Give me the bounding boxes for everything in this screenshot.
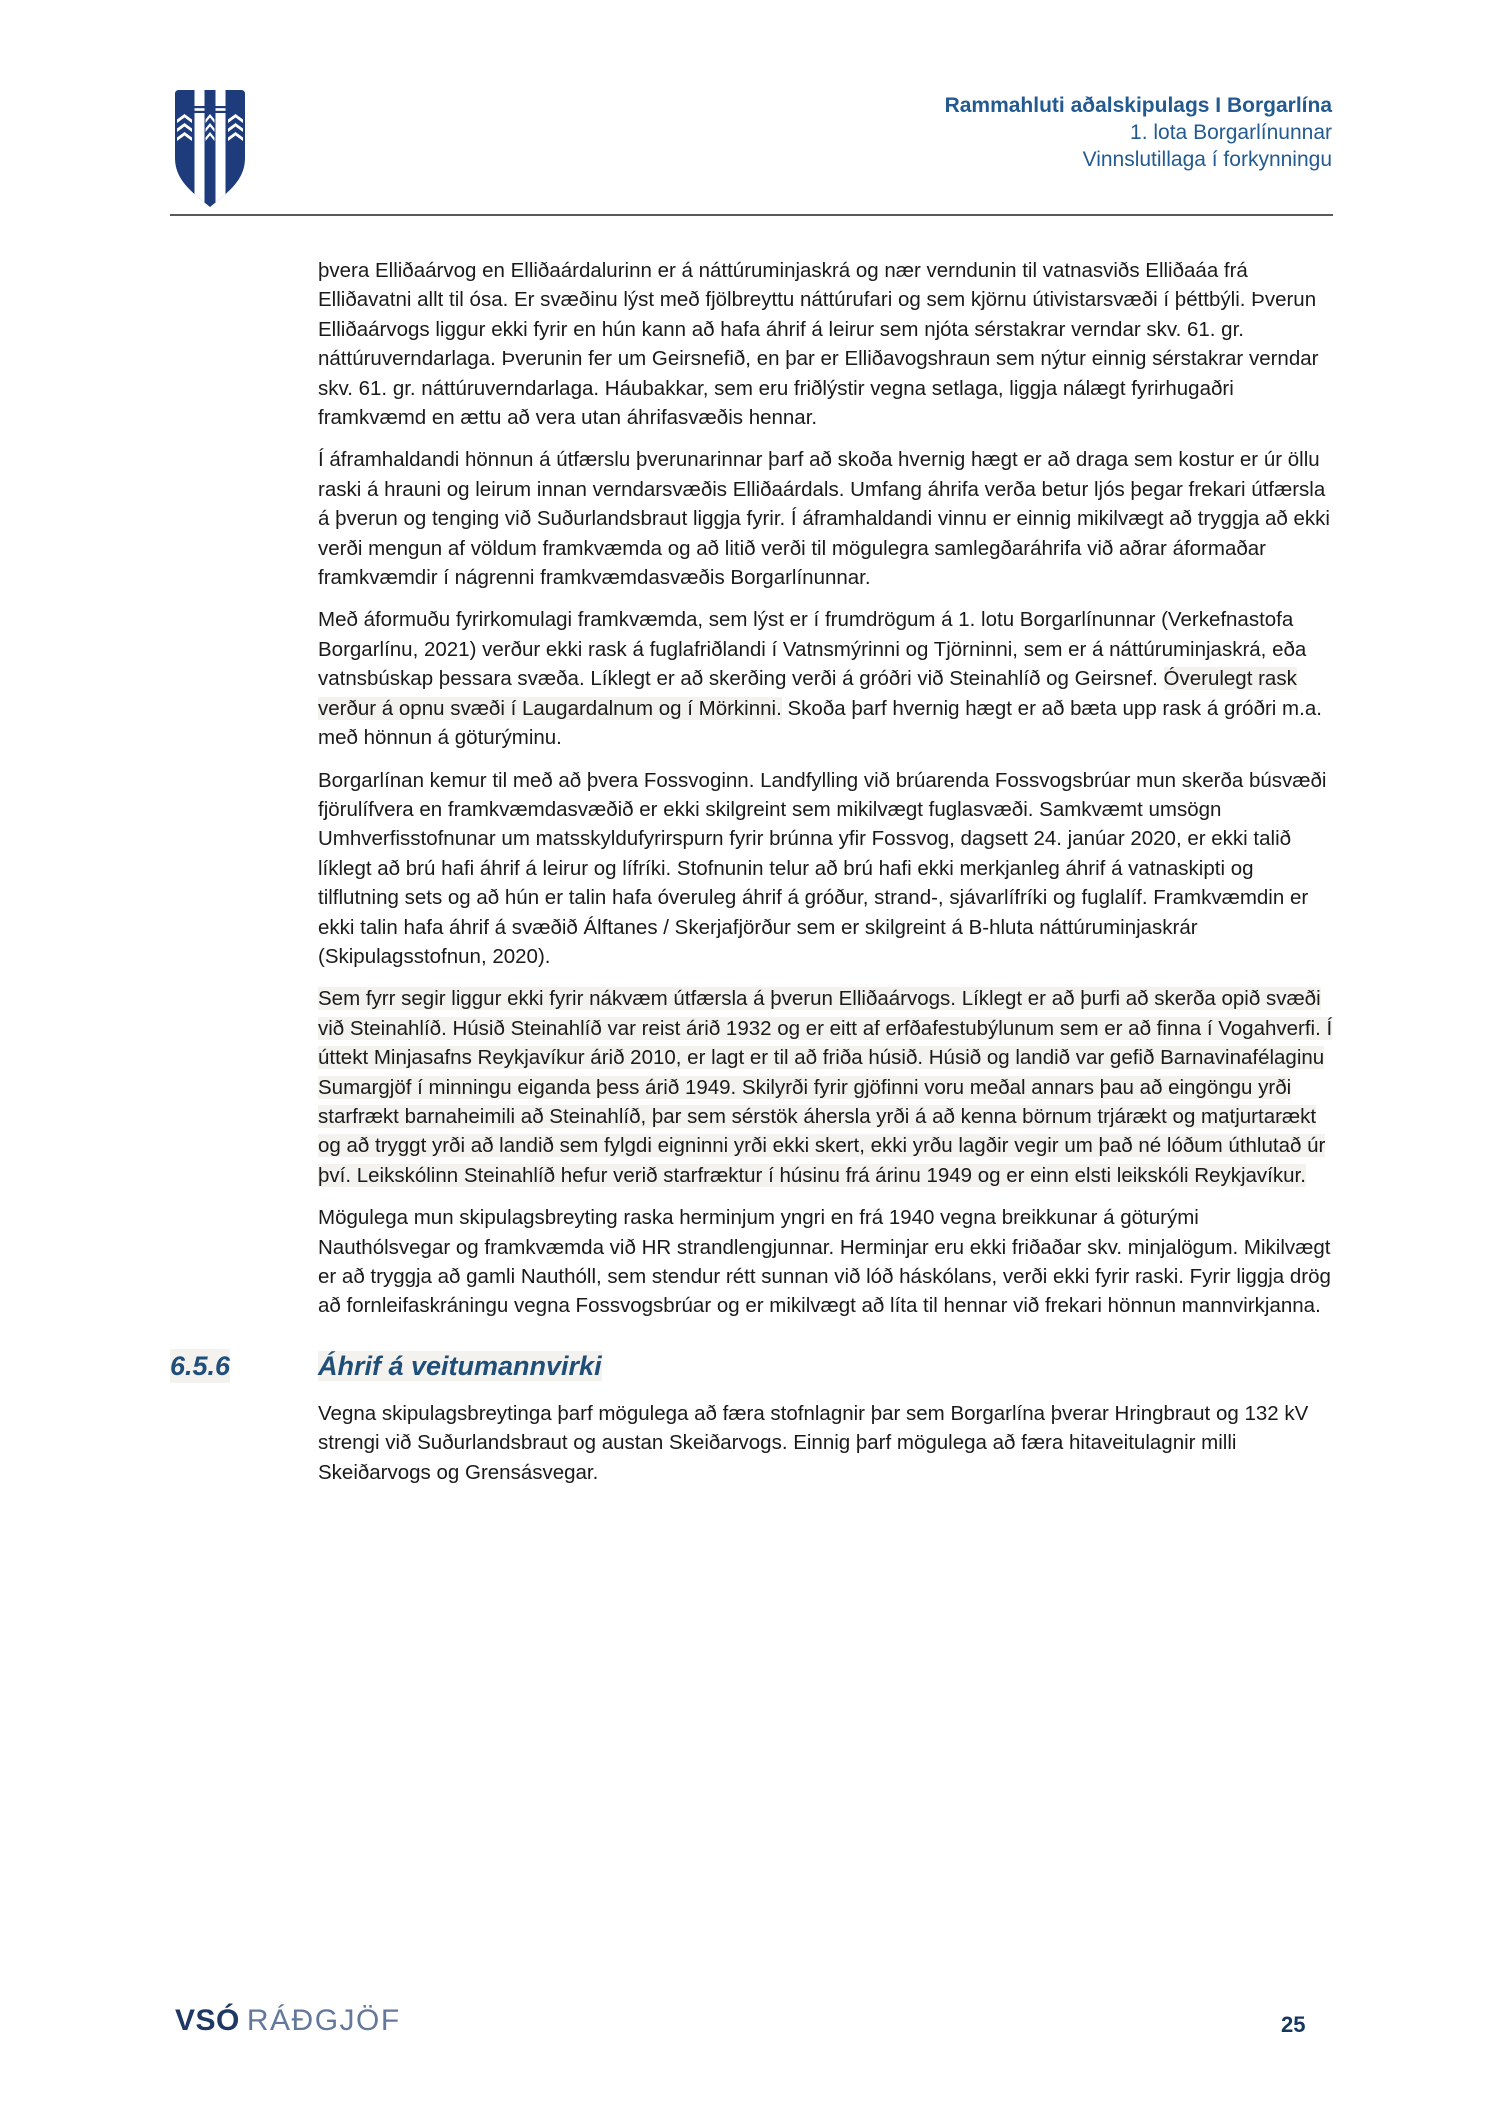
paragraph: [318, 445, 1335, 592]
highlighted-text: Sem fyrr segir liggur ekki fyrir nákvæm útfærsla á þverun Elliðaárvogs. Líklegt er að þurfi að skerða opið svæði við Steinahlíð. Húsið Steinahlíð var reist árið 1932 og er eitt af erfðafestubýlunum sem er að finna í Vogahverfi. Í úttekt Minjasafns Reykjavíkur árið 2010, er lagt er til að friða húsið. Húsið og landið var gefið Barnavinafélaginu Sumargjöf í minningu eiganda þess árið 1949. Skilyrði fyrir gjöfinni voru meðal annars þau að eingöngu yrði starfrækt barnaheimili að Steinahlíð, þar sem sérstök áhersla yrði á að kenna börnum trjárækt og matjurtarækt og að tryggt yrði að landið sem fylgdi eigninni yrði ekki skert, ekki yrðu lagðir vegir um það né lóðum úthlutað úr því. Leikskólinn Steinahlíð hefur verið starfræktur í húsinu frá árinu 1949 og er einn elsti leikskóli Reykjavíkur.: [318, 987, 1333, 1187]
page-number: 25: [1281, 2012, 1306, 2037]
paragraph-text: Með áformuðu fyrirkomulagi framkvæmda, sem lýst er í frumdrögum á 1. lotu Borgarlínunnar (Verkefnastofa Borgarlínu, 2021) verður ekki rask á fuglafriðlandi í Vatnsmýrinni og Tjörninni, sem er á náttúruminjaskrá, eða vatnsbúskap þessara svæða. Líklegt er að skerðing verði á gróðri við Steinahlíð og Geirsnef.: [318, 608, 1307, 691]
brand-vso: VSÓ: [175, 2004, 240, 2037]
brand-radgjof: RÁÐGJÖF: [246, 2004, 401, 2037]
section-number: 6.5.6: [170, 1350, 231, 1381]
paragraph: [318, 1203, 1335, 1321]
paragraph-text: þvera Elliðaárvog en Elliðaárdalurinn er á náttúruminjaskrá og nær verndunin til vatnasviðs Elliðaáa frá Elliðavatni allt til ósa. Er svæðinu lýst með fjölbreyttu náttúrufari og sem kjörnu útivistarsvæði í þéttbýli. Þverun Elliðaárvogs liggur ekki fyrir en hún kann að hafa áhrif á leirur sem njóta sérstakrar verndar skv. 61. gr. náttúruverndarlaga. Þverunin fer um Geirsnefið, en þar er Elliðavogshraun sem nýtur einnig sérstakrar verndar skv. 61. gr. náttúruverndarlaga. Háubakkar, sem eru friðlýstir vegna setlaga, liggja nálægt fyrirhugaðri framkvæmd en ættu að vera utan áhrifasvæðis hennar.: [318, 259, 1319, 430]
paragraph: [318, 984, 1335, 1190]
paragraph: [318, 1399, 1335, 1487]
paragraph-text: Í áframhaldandi hönnun á útfærslu þverunarinnar þarf að skoða hvernig hægt er að draga sem kostur er úr öllu raski á hrauni og leirum innan verndarsvæðis Elliðaárdals. Umfang áhrifa verða betur ljós þegar frekari útfærsla á þverun og tenging við Suðurlandsbraut liggja fyrir. Í áframhaldandi vinnu er einnig mikilvægt að tryggja að ekki verði mengun af völdum framkvæmda og að litið verði til mögulegra samlegðaráhrifa við aðrar áformaðar framkvæmdir í nágrenni framkvæmdasvæðis Borgarlínunnar.: [318, 448, 1330, 590]
header-subtitle-2: Vinnslutillaga í forkynningu: [1082, 148, 1332, 171]
paragraph-text: Skoða þarf hvernig hægt er að bæta upp rask á gróðri m.a. með hönnun á göturýminu.: [318, 696, 1322, 750]
footer-brand: [175, 2004, 401, 2038]
paragraph: [318, 256, 1335, 432]
reykjavik-coat-of-arms-logo: [175, 90, 245, 213]
section-title: Áhrif á veitumannvirki: [318, 1350, 602, 1381]
header-subtitle-1: 1. lota Borgarlínunnar: [1130, 121, 1332, 144]
coat-of-arms-icon: [175, 90, 245, 208]
highlighted-text: Óverulegt rask verður á opnu svæði í Laugardalnum og í Mörkinni.: [318, 667, 1297, 720]
paragraph-text: Borgarlínan kemur til með að þvera Fossvoginn. Landfylling við brúarenda Fossvogsbrúar mun skerða búsvæði fjörulífvera en framkvæmdasvæðið er ekki skilgreint sem mikilvægt fuglasvæði. Samkvæmt umsögn Umhverfisstofnunar um matsskyldufyrirspurn fyrir brúnna yfir Fossvog, dagsett 24. janúar 2020, er ekki talið líklegt að brú hafi áhrif á leirur og lífríki. Stofnunin telur að brú hafi ekki merkjanleg áhrif á vatnaskipti og tilflutning sets og að hún er talin hafa óveruleg áhrif á gróður, strand-, sjávarlífríki og fuglalíf. Framkvæmdin er ekki talin hafa áhrif á svæðið Álftanes / Skerjafjörður sem er skilgreint á B-hluta náttúruminjaskrár (Skipulagsstofnun, 2020).: [318, 768, 1327, 968]
header-title: Rammahluti aðalskipulags I Borgarlína: [944, 94, 1332, 117]
paragraph: [318, 766, 1335, 972]
document-body: [170, 256, 1335, 1500]
page-header-block: [945, 92, 1332, 173]
section-heading: [170, 1349, 1335, 1383]
header-divider: [170, 214, 1333, 216]
paragraph-text: Mögulega mun skipulagsbreyting raska herminjum yngri en frá 1940 vegna breikkunar á göturými Nauthólsvegar og framkvæmda við HR strandlengjunnar. Herminjar eru ekki friðaðar skv. minjalögum. Mikilvægt er að tryggja að gamli Nauthóll, sem stendur rétt sunnan við lóð háskólans, verði ekki fyrir raski. Fyrir liggja drög að fornleifaskráningu vegna Fossvogsbrúar og er mikilvægt að líta til hennar við frekari hönnun mannvirkjanna.: [318, 1206, 1331, 1318]
paragraph-text: Vegna skipulagsbreytinga þarf mögulega að færa stofnlagnir þar sem Borgarlína þverar Hringbraut og 132 kV strengi við Suðurlandsbraut og austan Skeiðarvogs. Einnig þarf mögulega að færa hitaveitulagnir milli Skeiðarvogs og Grensásvegar.: [318, 1401, 1309, 1484]
paragraph: [318, 605, 1335, 752]
